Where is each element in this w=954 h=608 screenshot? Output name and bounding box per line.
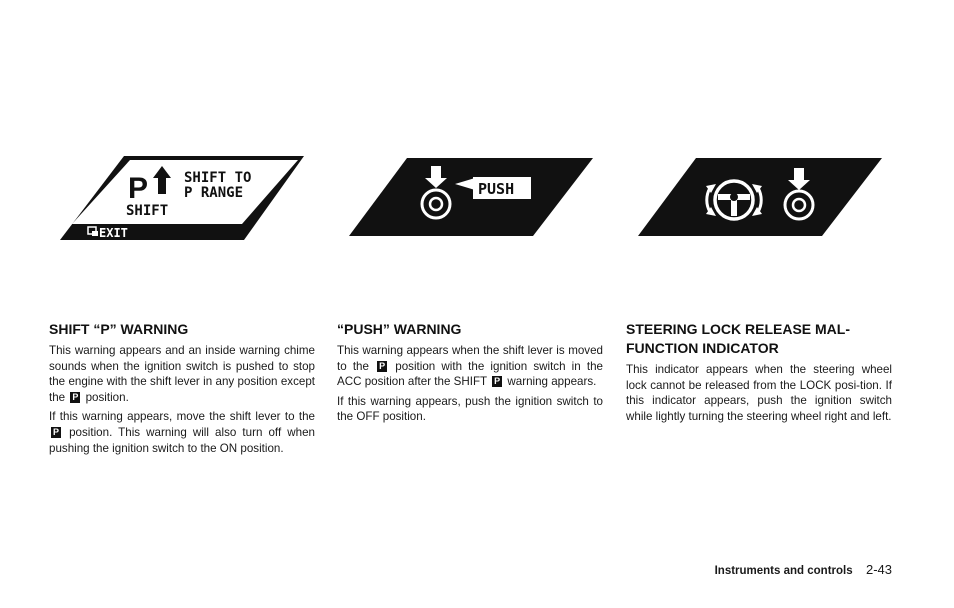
page-footer	[715, 562, 892, 577]
exit-label: EXIT	[99, 226, 128, 240]
section-heading: SHIFT “P” WARNING	[49, 321, 189, 337]
paragraph: This warning appears and an inside warning chime sounds when the ignition switch is pushed to stop the engine with the shift lever in any position except the P position.	[49, 344, 315, 404]
p-range-text: P RANGE	[184, 185, 244, 201]
shift-to-text: SHIFT TO	[184, 170, 252, 186]
page-number: 2-43	[865, 562, 892, 577]
paragraph: If this warning appears, push the ignition switch to the OFF position.	[337, 394, 603, 424]
shift-label: SHIFT	[126, 203, 169, 219]
shift-p-warning-display	[58, 154, 308, 244]
paragraph: If this warning appears, move the shift lever to the P position. This warning will also turn off when pushing the ignition switch to the ON position.	[49, 410, 315, 455]
section-steering-lock	[626, 320, 892, 428]
push-warning-display	[347, 156, 597, 238]
section-heading: STEERING LOCK RELEASE MAL-FUNCTION INDICATOR	[626, 321, 851, 356]
push-label: PUSH	[478, 180, 515, 198]
p-key-badge: P	[53, 426, 60, 437]
big-p-letter: P	[128, 172, 149, 205]
p-key-badge: P	[72, 391, 79, 402]
section-push-warning	[337, 320, 603, 429]
section-shift-p-warning	[49, 320, 315, 460]
section-heading: “PUSH” WARNING	[337, 321, 462, 337]
steering-lock-display	[636, 156, 886, 238]
p-key-badge: P	[494, 376, 501, 387]
paragraph: This indicator appears when the steering wheel lock cannot be released from the LOCK posi-tion. If this indicator appears, push the ignition switch while lightly turning the steering wheel right and left.	[626, 363, 892, 423]
p-key-badge: P	[379, 360, 386, 371]
paragraph: This warning appears when the shift lever is moved to the P position with the ignition switch in the ACC position after the SHIFT P warning appears.	[337, 344, 603, 389]
footer-section-title: Instruments and controls	[714, 565, 853, 577]
